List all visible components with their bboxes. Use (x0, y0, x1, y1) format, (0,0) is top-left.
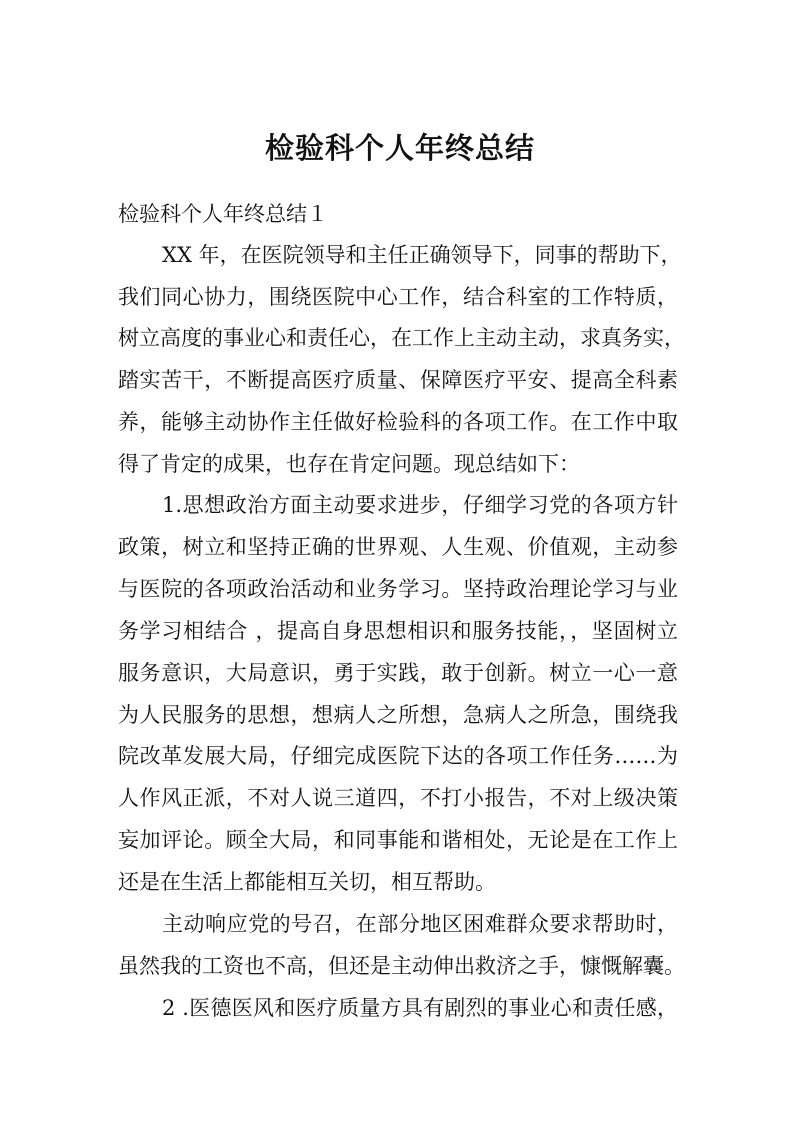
paragraph-line: 我们同心协力，围绕医院中心工作，结合科室的工作特质， (118, 285, 678, 309)
document-title: 检验科个人年终总结 (264, 131, 535, 165)
paragraph-line: 主动响应党的号召，在部分地区困难群众要求帮助时， (162, 912, 678, 936)
section-heading: 检验科个人年终总结１ (118, 202, 328, 226)
paragraph-line: 人作风正派，不对人说三道四，不打小报告，不对上级决策 (118, 786, 678, 810)
paragraph-line: 妄加评论。顾全大局，和同事能和谐相处，无论是在工作上 (118, 828, 678, 852)
paragraph-line: 与医院的各项政治活动和业务学习。坚持政治理论学习与业 (118, 577, 678, 601)
paragraph-line: 政策，树立和坚持正确的世界观、人生观、价值观，主动参 (118, 535, 678, 559)
paragraph-line: XX 年，在医院领导和主任正确领导下，同事的帮助下， (162, 243, 682, 267)
paragraph-line: 1.思想政治方面主动要求进步，仔细学习党的各项方针 (162, 493, 678, 517)
paragraph-line: 为人民服务的思想，想病人之所想，急病人之所急，围绕我 (118, 703, 678, 727)
paragraph-line: 还是在生活上都能相互关切，相互帮助。 (118, 870, 496, 894)
paragraph-line: 得了肯定的成果，也存在肯定问题。现总结如下： (118, 452, 580, 476)
paragraph-line: 服务意识，大局意识，勇于实践，敢于创新。树立一心一意 (118, 661, 678, 685)
paragraph-line: 务学习相结合 ，提高自身思想相识和服务技能，，坚固树立 (118, 619, 678, 643)
paragraph-line: 养，能够主动协作主任做好检验科的各项工作。在工作中取 (118, 410, 678, 434)
paragraph-line: 院改革发展大局，仔细完成医院下达的各项工作任务……为 (118, 744, 678, 768)
paragraph-line: 树立高度的事业心和责任心，在工作上主动主动，求真务实， (118, 326, 685, 350)
paragraph-line: 2 .医德医风和医疗质量方具有剧烈的事业心和责任感， (162, 996, 678, 1020)
paragraph-line: 虽然我的工资也不高，但还是主动伸出救济之手，慷慨解囊。 (118, 954, 685, 978)
paragraph-line: 踏实苦干，不断提高医疗质量、保障医疗平安、提高全科素 (118, 368, 678, 392)
